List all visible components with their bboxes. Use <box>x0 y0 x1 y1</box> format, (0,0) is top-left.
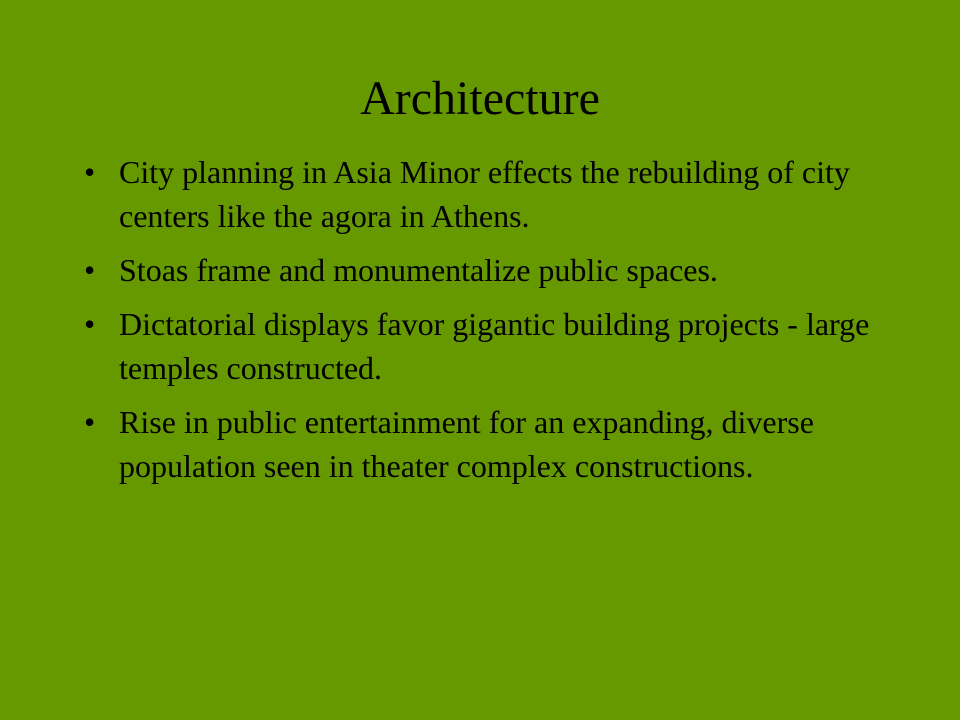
bullet-marker: • <box>84 252 96 288</box>
bullet-item <box>84 248 874 292</box>
bullet-item <box>84 400 874 488</box>
bullet-text: Dictatorial displays favor gigantic building projects - large temples constructed. <box>119 306 870 386</box>
bullet-list <box>84 150 874 498</box>
bullet-item <box>84 302 874 390</box>
bullet-text: Rise in public entertainment for an expanding, diverse population seen in theater complex constructions. <box>119 404 814 484</box>
bullet-item <box>84 150 874 238</box>
bullet-marker: • <box>84 404 96 440</box>
bullet-text: Stoas frame and monumentalize public spaces. <box>119 252 718 288</box>
bullet-marker: • <box>84 154 96 190</box>
bullet-text: City planning in Asia Minor effects the rebuilding of city centers like the agora in Athens. <box>119 154 850 234</box>
slide-title: Architecture <box>360 72 600 125</box>
bullet-marker: • <box>84 306 96 342</box>
